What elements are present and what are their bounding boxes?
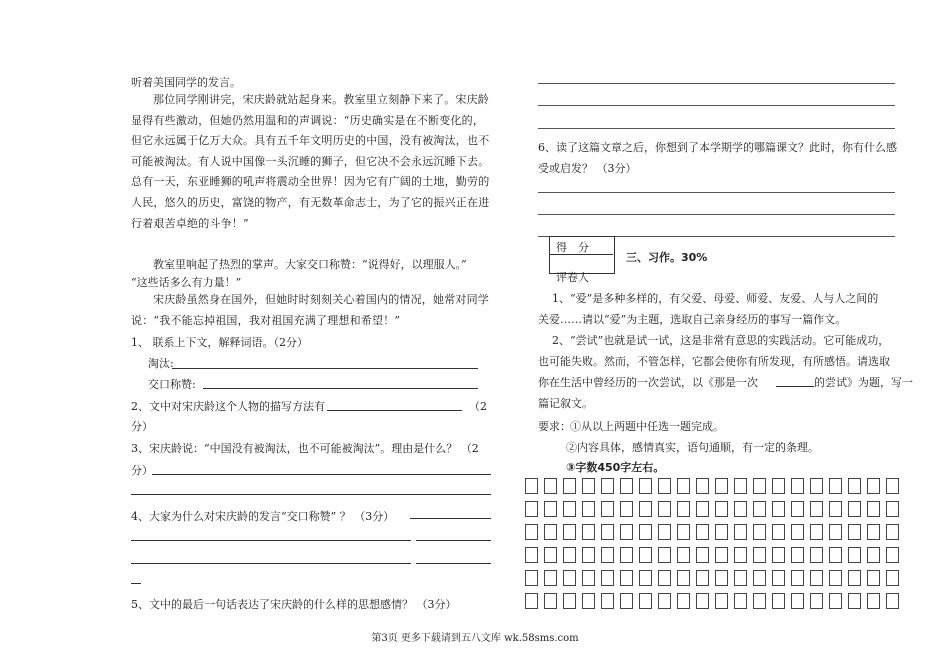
grid-cell[interactable]	[658, 478, 671, 494]
grid-cell[interactable]	[658, 593, 671, 609]
grid-cell[interactable]	[582, 593, 595, 609]
answer-line-right-3[interactable]	[538, 128, 895, 129]
grid-cell[interactable]	[658, 547, 671, 563]
grid-cell[interactable]	[601, 501, 614, 517]
grid-cell[interactable]	[696, 501, 709, 517]
grid-cell[interactable]	[791, 570, 804, 586]
grid-cell[interactable]	[886, 524, 899, 540]
answer-line-3b[interactable]	[131, 494, 491, 495]
grid-cell[interactable]	[563, 593, 576, 609]
grid-row	[525, 570, 905, 588]
grid-cell[interactable]	[544, 501, 557, 517]
answer-line-6b[interactable]	[538, 214, 895, 215]
grid-cell[interactable]	[639, 547, 652, 563]
grid-cell[interactable]	[772, 593, 785, 609]
grid-cell[interactable]	[525, 593, 538, 609]
answer-line-4a[interactable]	[410, 518, 491, 519]
grid-cell[interactable]	[525, 570, 538, 586]
grid-cell[interactable]	[601, 593, 614, 609]
grid-cell[interactable]	[525, 478, 538, 494]
question-6-line-b: 受或启发？ （3分）	[538, 162, 637, 175]
grid-cell[interactable]	[753, 570, 766, 586]
grid-cell[interactable]	[829, 478, 842, 494]
question-1a-label: 淘汰:	[148, 357, 174, 370]
grid-cell[interactable]	[544, 593, 557, 609]
grid-cell[interactable]	[886, 593, 899, 609]
grid-cell[interactable]	[867, 478, 880, 494]
grid-cell[interactable]	[734, 501, 747, 517]
prompt-2-line-d: 篇记叙文。	[538, 397, 593, 410]
grid-cell[interactable]	[715, 570, 728, 586]
grid-cell[interactable]	[639, 478, 652, 494]
prompt-2-line-c-post: 的尝试》为题，写一	[814, 376, 913, 389]
grid-cell[interactable]	[791, 593, 804, 609]
grid-cell[interactable]	[696, 547, 709, 563]
grid-cell[interactable]	[658, 501, 671, 517]
grid-cell[interactable]	[544, 547, 557, 563]
grid-cell[interactable]	[848, 501, 861, 517]
grid-cell[interactable]	[563, 478, 576, 494]
answer-line-right-2[interactable]	[538, 105, 895, 106]
grid-cell[interactable]	[734, 478, 747, 494]
section-title: 三、习作。30%	[626, 251, 708, 264]
grid-cell[interactable]	[753, 478, 766, 494]
grid-cell[interactable]	[620, 593, 633, 609]
grid-cell[interactable]	[734, 524, 747, 540]
grid-cell[interactable]	[639, 501, 652, 517]
question-4: 4、大家为什么对宋庆龄的发言“交口称赞” ？ （3分）	[131, 510, 395, 523]
grid-cell[interactable]	[620, 547, 633, 563]
grid-cell[interactable]	[658, 570, 671, 586]
grid-cell[interactable]	[867, 501, 880, 517]
grid-cell[interactable]	[658, 524, 671, 540]
grid-cell[interactable]	[867, 524, 880, 540]
grid-row	[525, 593, 905, 611]
grid-cell[interactable]	[620, 524, 633, 540]
grid-cell[interactable]	[848, 524, 861, 540]
grid-cell[interactable]	[601, 570, 614, 586]
grid-cell[interactable]	[810, 593, 823, 609]
prompt-1-line-a: 1、“爱”是多种多样的，有父爱、母爱、师爱、友爱、人与人之间的	[552, 292, 879, 305]
grid-cell[interactable]	[734, 570, 747, 586]
grid-cell[interactable]	[715, 524, 728, 540]
grid-cell[interactable]	[525, 524, 538, 540]
grid-cell[interactable]	[772, 547, 785, 563]
grid-cell[interactable]	[677, 501, 690, 517]
requirement-2: ②内容具体，感情真实，语句通顺，有一定的条理。	[566, 441, 819, 454]
answer-line-1b[interactable]	[203, 388, 478, 389]
answer-line-1a[interactable]	[172, 368, 478, 369]
grid-cell[interactable]	[829, 501, 842, 517]
answer-line-4d[interactable]	[131, 563, 411, 564]
grid-cell[interactable]	[677, 547, 690, 563]
grid-cell[interactable]	[715, 593, 728, 609]
grid-cell[interactable]	[848, 593, 861, 609]
grid-cell[interactable]	[810, 501, 823, 517]
grid-cell[interactable]	[677, 570, 690, 586]
grid-cell[interactable]	[525, 501, 538, 517]
grid-cell[interactable]	[886, 570, 899, 586]
grid-cell[interactable]	[791, 478, 804, 494]
grid-cell[interactable]	[601, 547, 614, 563]
grid-cell[interactable]	[677, 478, 690, 494]
grid-cell[interactable]	[867, 570, 880, 586]
grid-cell[interactable]	[886, 478, 899, 494]
grid-cell[interactable]	[601, 478, 614, 494]
passage-paragraph-2a: 教室里响起了热烈的掌声。大家交口称赞：“说得好，以理服人。”	[153, 258, 467, 271]
answer-line-3a[interactable]	[152, 474, 491, 475]
grid-cell[interactable]	[772, 501, 785, 517]
grid-cell[interactable]	[810, 524, 823, 540]
grid-row	[525, 478, 905, 496]
grid-cell[interactable]	[810, 478, 823, 494]
grid-cell[interactable]	[715, 547, 728, 563]
grid-cell[interactable]	[563, 501, 576, 517]
grid-cell[interactable]	[753, 547, 766, 563]
grid-cell[interactable]	[715, 478, 728, 494]
grid-cell[interactable]	[582, 524, 595, 540]
grid-cell[interactable]	[563, 547, 576, 563]
requirement-3: ③字数450字左右。	[566, 461, 665, 474]
grid-cell[interactable]	[867, 593, 880, 609]
answer-line-4f[interactable]	[131, 583, 141, 584]
grid-cell[interactable]	[867, 547, 880, 563]
passage-paragraph-2b: “这些话多么有力量！”	[131, 276, 242, 289]
grid-cell[interactable]	[620, 478, 633, 494]
grid-cell[interactable]	[848, 547, 861, 563]
grid-cell[interactable]	[753, 593, 766, 609]
grid-cell[interactable]	[525, 547, 538, 563]
grid-cell[interactable]	[696, 593, 709, 609]
question-6-line-a: 6、读了这篇文章之后，你想到了本学期学的哪篇课文？此时，你有什么感	[538, 141, 897, 154]
answer-line-4b[interactable]	[131, 540, 411, 541]
grid-cell[interactable]	[696, 570, 709, 586]
answer-line-4e[interactable]	[416, 563, 491, 564]
prompt-2-line-a: 2、“尝试”也就是试一试，这是非常有意思的实践活动。它可能成功，	[552, 334, 890, 347]
grid-cell[interactable]	[734, 593, 747, 609]
prompt-2-line-c-pre: 你在生活中曾经历的一次尝试，以《那是一次	[538, 376, 758, 389]
prompt-2-line-b: 也可能失败。然而，不管怎样，它都会使你有所发现，有所感悟。请选取	[538, 355, 890, 368]
grid-row	[525, 547, 905, 565]
question-1: 1、 联系上下文，解释词语。（2分）	[131, 336, 308, 349]
grid-cell[interactable]	[677, 593, 690, 609]
grid-cell[interactable]	[696, 478, 709, 494]
grid-cell[interactable]	[582, 478, 595, 494]
grid-cell[interactable]	[639, 524, 652, 540]
grid-cell[interactable]	[848, 478, 861, 494]
grid-cell[interactable]	[791, 547, 804, 563]
grid-cell[interactable]	[753, 501, 766, 517]
question-3-score: 分）	[131, 464, 153, 477]
grid-cell[interactable]	[753, 524, 766, 540]
question-3: 3、宋庆龄说：“中国没有被淘汰，也不可能被淘汰”。理由是什么？ （2	[131, 442, 479, 455]
grid-cell[interactable]	[810, 547, 823, 563]
grader-label: 评卷人	[556, 271, 589, 284]
grid-cell[interactable]	[886, 547, 899, 563]
grid-cell[interactable]	[563, 570, 576, 586]
question-5: 5、文中的最后一句话表达了宋庆龄的什么样的思想感情？ （3分）	[131, 598, 457, 611]
grid-row	[525, 501, 905, 519]
grid-cell[interactable]	[772, 478, 785, 494]
grid-cell[interactable]	[829, 547, 842, 563]
question-2-score-cont: 分）	[131, 420, 153, 433]
passage-line-0: 听着美国同学的发言。	[131, 76, 241, 89]
passage-paragraph-3: 宋庆龄虽然身在国外，但她时时刻刻关心着国内的情况，她常对同学说：“我不能忘掉祖国，我对祖国充满了理想和希望！”	[131, 293, 489, 327]
answer-line-right-1[interactable]	[538, 83, 895, 84]
question-2-score: （2	[469, 400, 487, 413]
grid-cell[interactable]	[582, 570, 595, 586]
grid-cell[interactable]	[620, 501, 633, 517]
page-footer: 第3页 更多下载请到五八文库 wk.58sms.com	[371, 633, 579, 644]
grid-cell[interactable]	[544, 524, 557, 540]
grid-cell[interactable]	[677, 524, 690, 540]
grid-cell[interactable]	[715, 501, 728, 517]
grid-cell[interactable]	[639, 593, 652, 609]
grid-cell[interactable]	[582, 547, 595, 563]
score-label: 得 分	[556, 241, 589, 254]
question-1b-label: 交口称赞:	[148, 378, 196, 391]
grid-cell[interactable]	[639, 570, 652, 586]
grid-cell[interactable]	[563, 524, 576, 540]
passage-paragraph-1: 那位同学刚讲完，宋庆龄就站起身来。教室里立刻静下来了。宋庆龄显得有些激动，但她仍然用温和的声调说：“历史确实是在不断变化的，但它永远属于亿万大众。具有五千年文明历史的中国，没有被淘汰，也不可能被淘汰。有人说中国像一头沉睡的狮子，但它决不会永远沉睡下去。总有一天，东亚睡狮的吼声将震动全世界！因为它有广阔的土地，勤劳的人民，悠久的历史，富饶的物产，有无数革命志士，为了它的振兴正在进行着艰苦卓绝的斗争！”	[131, 93, 490, 230]
grid-cell[interactable]	[544, 570, 557, 586]
answer-line-2[interactable]	[327, 410, 462, 411]
grid-cell[interactable]	[620, 570, 633, 586]
answer-line-6a[interactable]	[538, 192, 895, 193]
grid-cell[interactable]	[772, 524, 785, 540]
grid-cell[interactable]	[810, 570, 823, 586]
grid-cell[interactable]	[886, 501, 899, 517]
question-2: 2、文中对宋庆龄这个人物的描写方法有	[131, 400, 325, 413]
grid-cell[interactable]	[829, 570, 842, 586]
prompt-1-line-b: 关爱……请以“爱”为主题，选取自己亲身经历的事写一篇作文。	[538, 313, 847, 326]
grid-cell[interactable]	[848, 570, 861, 586]
requirement-1: ①从以上两题中任选一题完成。	[570, 420, 724, 433]
grid-cell[interactable]	[772, 570, 785, 586]
grid-cell[interactable]	[829, 593, 842, 609]
grid-row	[525, 524, 905, 542]
grid-cell[interactable]	[696, 524, 709, 540]
answer-line-4c[interactable]	[416, 540, 491, 541]
grid-cell[interactable]	[791, 524, 804, 540]
grid-cell[interactable]	[734, 547, 747, 563]
grid-cell[interactable]	[544, 478, 557, 494]
grid-cell[interactable]	[829, 524, 842, 540]
grid-cell[interactable]	[791, 501, 804, 517]
grid-cell[interactable]	[601, 524, 614, 540]
requirements-label: 要求：	[538, 420, 571, 433]
title-blank[interactable]	[776, 386, 814, 387]
grid-cell[interactable]	[582, 501, 595, 517]
